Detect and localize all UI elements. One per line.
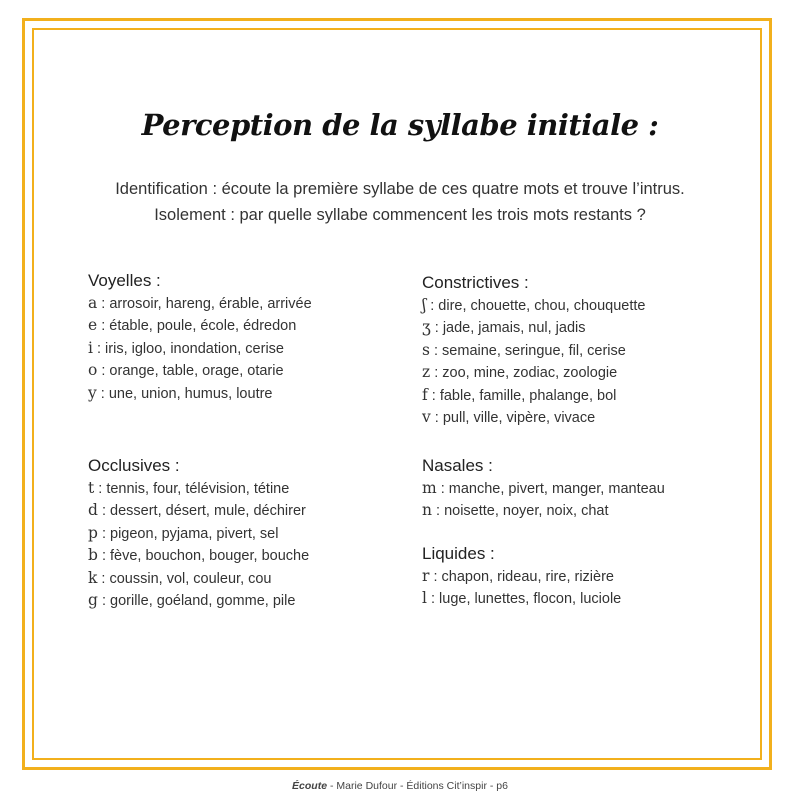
section-heading: Nasales :: [422, 456, 493, 475]
instruction-isolement: Isolement : par quelle syllabe commencent les trois mots restants ?: [154, 206, 646, 224]
list-item: [422, 587, 621, 609]
phoneme-symbol: b: [88, 546, 98, 565]
section-constrictives: [422, 272, 645, 428]
phoneme-symbol: t: [88, 479, 95, 497]
phoneme-symbol: f: [422, 385, 428, 404]
list-item: [88, 589, 309, 611]
list-item: [422, 316, 645, 338]
word-list: : coussin, vol, couleur, cou: [97, 570, 272, 587]
word-list: : luge, lunettes, flocon, luciole: [426, 591, 622, 608]
phoneme-symbol: k: [88, 568, 98, 587]
section-voyelles: [88, 270, 312, 404]
word-list: : orange, table, orage, otarie: [97, 363, 284, 380]
word-list: : étable, poule, école, édredon: [97, 318, 297, 335]
list-item: [88, 499, 309, 521]
phoneme-symbol: a: [88, 294, 98, 312]
word-list: : fable, famille, phalange, bol: [427, 387, 617, 404]
phoneme-symbol: l: [422, 589, 427, 608]
phoneme-symbol: ʃ: [422, 296, 427, 314]
section-nasales: [422, 455, 665, 522]
list-item: [88, 337, 312, 359]
list-item: [88, 544, 309, 566]
word-list: : semaine, seringue, fil, cerise: [429, 342, 626, 359]
phoneme-symbol: ʒ: [422, 318, 431, 337]
instruction-identification: Identification : écoute la première syllabe de ces quatre mots et trouve l’intrus.: [115, 180, 685, 198]
phoneme-symbol: m: [422, 479, 437, 497]
list-item: [422, 565, 621, 587]
word-list: : chapon, rideau, rire, rizière: [429, 569, 614, 585]
list-item: [422, 499, 665, 521]
list-item: [422, 361, 645, 383]
word-list: : zoo, mine, zodiac, zoologie: [430, 365, 618, 382]
phoneme-symbol: y: [88, 383, 97, 402]
list-item: [88, 477, 309, 499]
list-item: [422, 384, 645, 406]
list-item: [88, 382, 312, 404]
list-item: [88, 292, 312, 314]
footer-credits: - Marie Dufour - Éditions Cit’inspir - p6: [327, 780, 508, 792]
list-item: [88, 567, 309, 589]
word-list: : manche, pivert, manger, manteau: [436, 481, 665, 497]
word-list: : une, union, humus, loutre: [96, 385, 273, 402]
footer-brand: Écoute: [292, 780, 328, 792]
word-list: : pull, ville, vipère, vivace: [430, 409, 596, 426]
phoneme-symbol: e: [88, 316, 98, 335]
phoneme-symbol: r: [422, 567, 430, 585]
phoneme-symbol: z: [422, 363, 431, 382]
word-list: : fève, bouchon, bouger, bouche: [97, 548, 310, 565]
phoneme-symbol: p: [88, 523, 98, 542]
word-list: : jade, jamais, nul, jadis: [430, 320, 586, 337]
list-item: [422, 294, 645, 316]
page-title: Perception de la syllabe initiale :: [141, 108, 659, 142]
list-item: [88, 359, 312, 381]
section-liquides: [422, 543, 621, 610]
section-heading: Voyelles :: [88, 271, 161, 290]
phoneme-symbol: v: [422, 407, 431, 426]
list-item: [422, 406, 645, 428]
list-item: [422, 477, 665, 499]
word-list: : iris, igloo, inondation, cerise: [92, 340, 284, 357]
list-item: [88, 314, 312, 336]
word-list: : dessert, désert, mule, déchirer: [97, 503, 306, 520]
word-list: : tennis, four, télévision, tétine: [94, 481, 290, 497]
section-occlusives: [88, 455, 309, 611]
phoneme-symbol: d: [88, 501, 98, 520]
list-item: [422, 339, 645, 361]
word-list: : gorille, goéland, gomme, pile: [97, 592, 296, 609]
word-list: : dire, chouette, chou, chouquette: [426, 298, 646, 314]
word-list: : noisette, noyer, noix, chat: [431, 503, 609, 520]
phoneme-symbol: n: [422, 501, 432, 520]
section-heading: Occlusives :: [88, 456, 180, 475]
phoneme-symbol: s: [422, 340, 430, 359]
phoneme-symbol: i: [88, 338, 93, 357]
page-footer: [0, 780, 800, 792]
word-list: : arrosoir, hareng, érable, arrivée: [97, 296, 312, 312]
list-item: [88, 522, 309, 544]
section-heading: Liquides :: [422, 544, 495, 563]
word-list: : pigeon, pyjama, pivert, sel: [97, 525, 279, 542]
section-heading: Constrictives :: [422, 273, 529, 292]
phoneme-symbol: g: [88, 590, 98, 609]
phoneme-symbol: o: [88, 361, 98, 380]
